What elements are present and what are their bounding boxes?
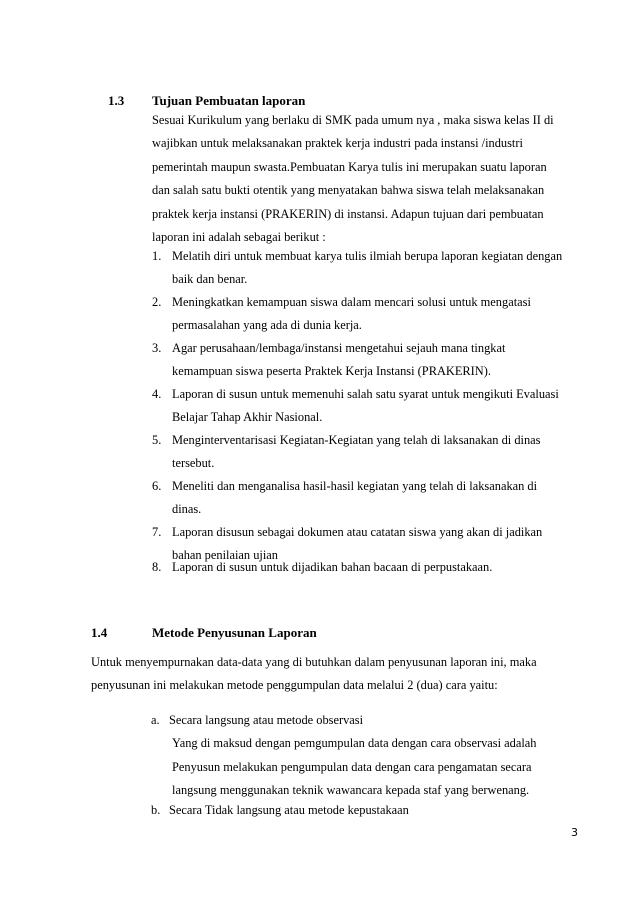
list-item-line: kemampuan siswa peserta Praktek Kerja Instansi (PRAKERIN).: [172, 364, 491, 379]
list-item-line: Meneliti dan menganalisa hasil-hasil kegiatan yang telah di laksanakan di: [172, 479, 538, 493]
list-item-line: Yang di maksud dengan pemgumpulan data dengan cara observasi adalah: [172, 736, 537, 751]
list-marker: 1.: [152, 249, 162, 263]
section-intro-paragraph: [91, 651, 537, 698]
list-item-line: bahan penilaian ujian: [172, 548, 278, 563]
paragraph-line: praktek kerja instansi (PRAKERIN) di instansi. Adapun tujuan dari pembuatan: [152, 206, 544, 221]
list-item-line: tersebut.: [172, 456, 215, 471]
paragraph-line: laporan ini adalah sebagai berikut :: [152, 230, 326, 245]
list-item-line: Melatih diri untuk membuat karya tulis ilmiah berupa laporan kegiatan dengan: [172, 249, 563, 263]
paragraph-line: wajibkan untuk melaksanakan praktek kerja industri pada instansi /industri: [152, 136, 523, 151]
list-item-line: Meningkatkan kemampuan siswa dalam mencari solusi untuk mengatasi: [172, 295, 531, 309]
section-intro-paragraph: [152, 109, 554, 249]
paragraph-line: penyusunan ini melakukan metode penggumpulan data melalui 2 (dua) cara yaitu:: [91, 678, 498, 693]
list-item-line: Secara langsung atau metode observasi: [169, 713, 364, 727]
list-item-line: Laporan di susun untuk memenuhi salah satu syarat untuk mengikuti Evaluasi: [172, 387, 559, 401]
paragraph-line: dan salah satu bukti otentik yang menyatakan bahwa siswa telah melaksanakan: [152, 183, 545, 198]
list-item: [169, 709, 537, 803]
list-marker: 4.: [152, 387, 162, 401]
list-item: [172, 475, 537, 522]
list-marker: 7.: [152, 525, 162, 539]
list-item: [172, 291, 531, 338]
list-item-line: baik dan benar.: [172, 272, 248, 287]
list-item: [172, 245, 562, 292]
section-number: 1.3: [108, 93, 125, 108]
list-item: [172, 429, 541, 476]
page-number: 3: [571, 826, 578, 839]
list-item-line: Agar perusahaan/lembaga/instansi mengetahui sejauh mana tingkat: [172, 341, 506, 355]
list-marker: b.: [151, 803, 161, 817]
paragraph-line: Sesuai Kurikulum yang berlaku di SMK pada umum nya , maka siswa kelas II di: [152, 113, 554, 127]
list-item: [172, 337, 505, 384]
list-item-line: permasalahan yang ada di dunia kerja.: [172, 318, 362, 333]
list-marker: 6.: [152, 479, 162, 493]
paragraph-line: Untuk menyempurnakan data-data yang di butuhkan dalam penyusunan laporan ini, maka: [91, 655, 537, 669]
list-item-line: Penyusun melakukan pengumpulan data dengan cara pengamatan secara: [172, 759, 532, 774]
list-marker: 2.: [152, 295, 162, 309]
paragraph-line: pemerintah maupun swasta.Pembuatan Karya tulis ini merupakan suatu laporan: [152, 159, 547, 174]
section-number: 1.4: [91, 625, 108, 640]
list-item: [172, 556, 492, 579]
list-item-line: dinas.: [172, 502, 202, 517]
list-marker: a.: [151, 713, 160, 727]
list-item-line: Laporan disusun sebagai dokumen atau catatan siswa yang akan di jadikan: [172, 525, 543, 539]
list-item-line: Belajar Tahap Akhir Nasional.: [172, 410, 323, 425]
list-marker: 8.: [152, 560, 162, 574]
list-item: [172, 383, 559, 430]
list-item-line: Laporan di susun untuk dijadikan bahan bacaan di perpustakaan.: [172, 560, 493, 574]
list-marker: 3.: [152, 341, 162, 355]
list-item-line: Secara Tidak langsung atau metode kepustakaan: [169, 803, 409, 817]
list-item: [169, 799, 409, 822]
section-title: Tujuan Pembuatan laporan: [152, 93, 306, 108]
list-marker: 5.: [152, 433, 162, 447]
list-item-line: Menginterventarisasi Kegiatan-Kegiatan yang telah di laksanakan di dinas: [172, 433, 541, 447]
list-item-line: langsung menggunakan teknik wawancara kepada staf yang berwenang.: [172, 783, 530, 798]
section-title: Metode Penyusunan Laporan: [152, 625, 317, 640]
